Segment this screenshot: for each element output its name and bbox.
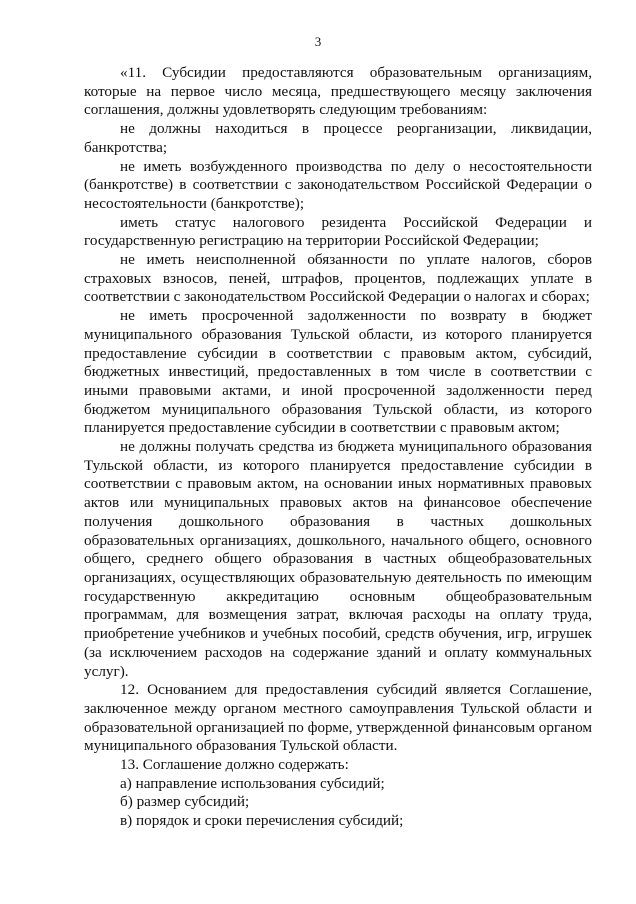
list-item-v: в) порядок и сроки перечисления субсидий; (120, 812, 404, 830)
paragraph-11-intro: «11. Субсидии предоставляются образовательным организациям, которые на первое число месяца, предшествующего месяцу заключения соглашения, должны удовлетворять следующим требованиям: (84, 64, 592, 119)
list-item-b: б) размер субсидий; (120, 793, 250, 811)
page-number: 3 (314, 34, 322, 49)
paragraph-requirement-2: не иметь возбужденного производства по делу о несостоятельности (банкротстве) в соответствии с законодательством Российской Федерации о несостоятельности (банкротстве); (84, 157, 592, 212)
paragraph-13: 13. Соглашение должно содержать: (120, 756, 349, 774)
document-body (84, 64, 592, 831)
paragraph-requirement-1: не должны находиться в процессе реорганизации, ликвидации, банкротства; (84, 120, 592, 156)
paragraph-12: 12. Основанием для предоставления субсидий является Соглашение, заключенное между органом местного самоуправления Тульской области и образовательной организацией по форме, утвержденной финансовым органом муниципального образования Тульской области. (84, 681, 593, 755)
paragraph-requirement-4: не иметь неисполненной обязанности по уплате налогов, сборов страховых взносов, пеней, штрафов, процентов, подлежащих уплате в соответствии с законодательством Российской Федерации о налогах и сборах; (84, 251, 592, 306)
list-item-a: а) направление использования субсидий; (120, 774, 385, 792)
paragraph-requirement-3: иметь статус налогового резидента Российской Федерации и государственную регистрацию на территории Российской Федерации; (84, 213, 592, 250)
paragraph-requirement-6: не должны получать средства из бюджета муниципального образования Тульской области, из которого планируется предоставление субсидии в соответствии с правовым актом, на основании иных нормативных правовых актов или муниципальных правовых актов на финансовое обеспечение получения дошкольного образования в частных дошкольных образовательных организациях, дошкольного, начального общего, основного общего, среднего общего образования в частных общеобразовательных организациях, осуществляющих образовательную деятельность по имеющим государственную аккредитацию основным общеобразовательным программам, для возмещения затрат, включая расходы на оплату труда, приобретение учебников и учебных пособий, средств обучения, игр, игрушек (за исключением расходов на содержание зданий и оплату коммунальных услуг). (84, 438, 592, 680)
paragraph-requirement-5: не иметь просроченной задолженности по возврату в бюджет муниципального образования Тульской области, из которого планируется предоставление субсидии в соответствии с правовым актом, субсидий, бюджетных инвестиций, предоставленных в том числе в соответствии с иными правовыми актами, и иной просроченной задолженности перед бюджетом муниципального образования Тульской области, из которого планируется предоставление субсидии в соответствии с правовым актом; (84, 307, 592, 437)
